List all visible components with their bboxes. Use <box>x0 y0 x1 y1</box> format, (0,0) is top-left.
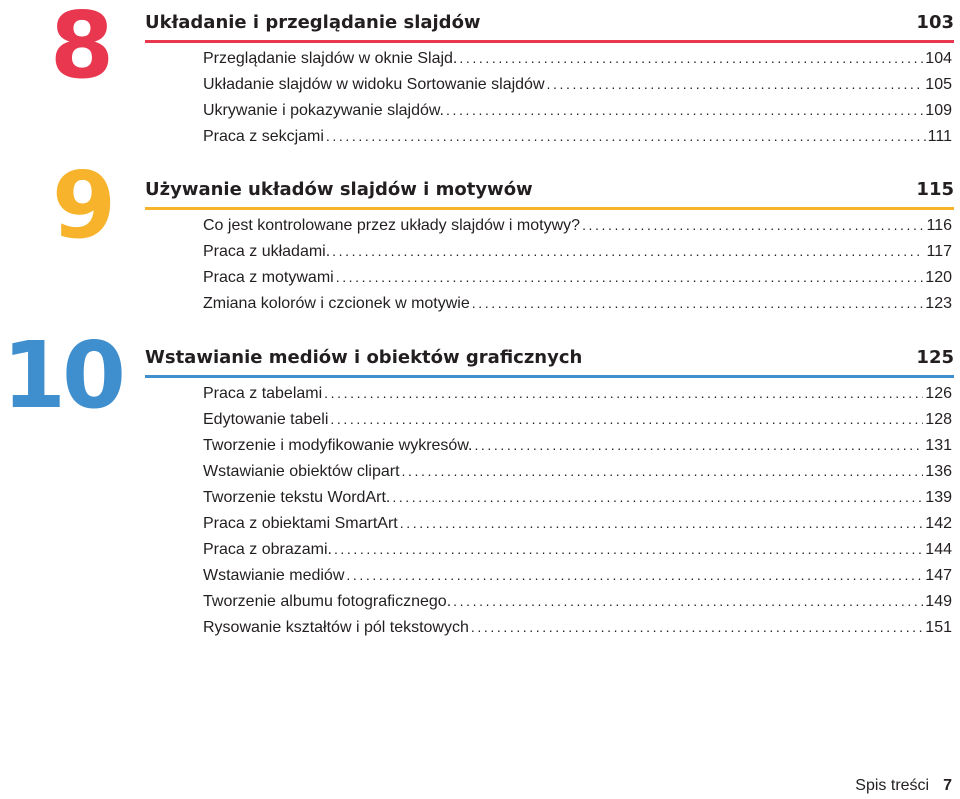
toc-entry[interactable] <box>203 432 952 458</box>
dot-leader <box>453 588 923 614</box>
footer-label: Spis treści <box>855 777 930 794</box>
toc-entry[interactable] <box>203 458 952 484</box>
toc-entry[interactable] <box>203 123 952 149</box>
entry-page: 149 <box>925 593 952 610</box>
entry-page: 142 <box>925 515 952 532</box>
entry-page: 147 <box>925 567 952 584</box>
entry-page: 104 <box>925 50 952 67</box>
chapter-heading[interactable] <box>145 4 954 43</box>
chapter-heading[interactable] <box>145 339 954 378</box>
toc-entry[interactable] <box>203 380 952 406</box>
dot-leader <box>547 71 924 97</box>
chapter-title: Używanie układów slajdów i motywów <box>145 178 533 200</box>
entry-title: Tworzenie albumu fotograficznego. <box>203 593 452 610</box>
entry-page: 109 <box>925 102 952 119</box>
entry-title: Ukrywanie i pokazywanie slajdów. <box>203 102 444 119</box>
dot-leader <box>326 123 926 149</box>
toc-entry[interactable] <box>203 97 952 123</box>
entry-title: Praca z sekcjami <box>203 128 324 145</box>
chapter-number: 9 <box>52 152 113 259</box>
dot-leader <box>459 45 923 71</box>
entry-title: Praca z tabelami <box>203 385 323 402</box>
toc-entry[interactable] <box>203 614 952 640</box>
entry-title: Praca z obiektami SmartArt <box>203 515 398 532</box>
dot-leader <box>392 484 923 510</box>
chapter-number: 10 <box>2 322 123 429</box>
entry-page: 144 <box>925 541 952 558</box>
entry-page: 131 <box>925 437 952 454</box>
entry-page: 117 <box>926 243 952 260</box>
toc-entry[interactable] <box>203 264 952 290</box>
entry-page: 126 <box>925 385 952 402</box>
entry-title: Co jest kontrolowane przez układy slajdów i motywy? <box>203 217 581 234</box>
dot-leader <box>402 458 924 484</box>
entry-page: 111 <box>927 128 952 145</box>
chapter-heading[interactable] <box>145 171 954 210</box>
page-footer <box>855 777 952 795</box>
entry-page: 105 <box>925 76 952 93</box>
toc-entry[interactable] <box>203 71 952 97</box>
toc-entry[interactable] <box>203 510 952 536</box>
footer-page-number: 7 <box>943 777 952 794</box>
dot-leader <box>330 406 923 432</box>
entry-title: Układanie slajdów w widoku Sortowanie slajdów <box>203 76 545 93</box>
toc-entry[interactable] <box>203 588 952 614</box>
entry-title: Tworzenie tekstu WordArt. <box>203 489 391 506</box>
entry-title: Praca z układami. <box>203 243 331 260</box>
dot-leader <box>446 97 923 123</box>
dot-leader <box>474 432 923 458</box>
toc-entry[interactable] <box>203 562 952 588</box>
chapter-number: 8 <box>50 0 111 99</box>
dot-leader <box>400 510 924 536</box>
entry-page: 128 <box>925 411 952 428</box>
entry-page: 139 <box>925 489 952 506</box>
chapter-title: Układanie i przeglądanie slajdów <box>145 11 481 33</box>
entry-title: Zmiana kolorów i czcionek w motywie <box>203 295 470 312</box>
dot-leader <box>336 264 924 290</box>
entry-title: Wstawianie obiektów clipart <box>203 463 400 480</box>
dot-leader <box>324 380 923 406</box>
entry-title: Praca z motywami <box>203 269 334 286</box>
entry-page: 116 <box>926 217 952 234</box>
dot-leader <box>472 290 924 316</box>
entry-page: 136 <box>925 463 952 480</box>
dot-leader <box>332 238 924 264</box>
toc-entry[interactable] <box>203 212 952 238</box>
entry-title: Tworzenie i modyfikowanie wykresów. <box>203 437 473 454</box>
toc-entry[interactable] <box>203 238 952 264</box>
entry-title: Wstawianie mediów <box>203 567 345 584</box>
dot-leader <box>471 614 923 640</box>
chapter-title: Wstawianie mediów i obiektów graficznych <box>145 346 583 368</box>
dot-leader <box>582 212 924 238</box>
dot-leader <box>334 536 923 562</box>
entry-title: Rysowanie kształtów i pól tekstowych <box>203 619 469 636</box>
entry-page: 120 <box>925 269 952 286</box>
dot-leader <box>346 562 923 588</box>
entry-title: Przeglądanie slajdów w oknie Slajd. <box>203 50 458 67</box>
toc-entry[interactable] <box>203 484 952 510</box>
entry-title: Praca z obrazami. <box>203 541 332 558</box>
chapter-page: 103 <box>916 11 954 33</box>
toc-entry[interactable] <box>203 536 952 562</box>
chapter-page: 115 <box>916 178 954 200</box>
chapter-page: 125 <box>916 346 954 368</box>
toc-entry[interactable] <box>203 45 952 71</box>
toc-entry[interactable] <box>203 290 952 316</box>
entry-page: 151 <box>925 619 952 636</box>
entry-title: Edytowanie tabeli <box>203 411 329 428</box>
toc-entry[interactable] <box>203 406 952 432</box>
entry-page: 123 <box>925 295 952 312</box>
